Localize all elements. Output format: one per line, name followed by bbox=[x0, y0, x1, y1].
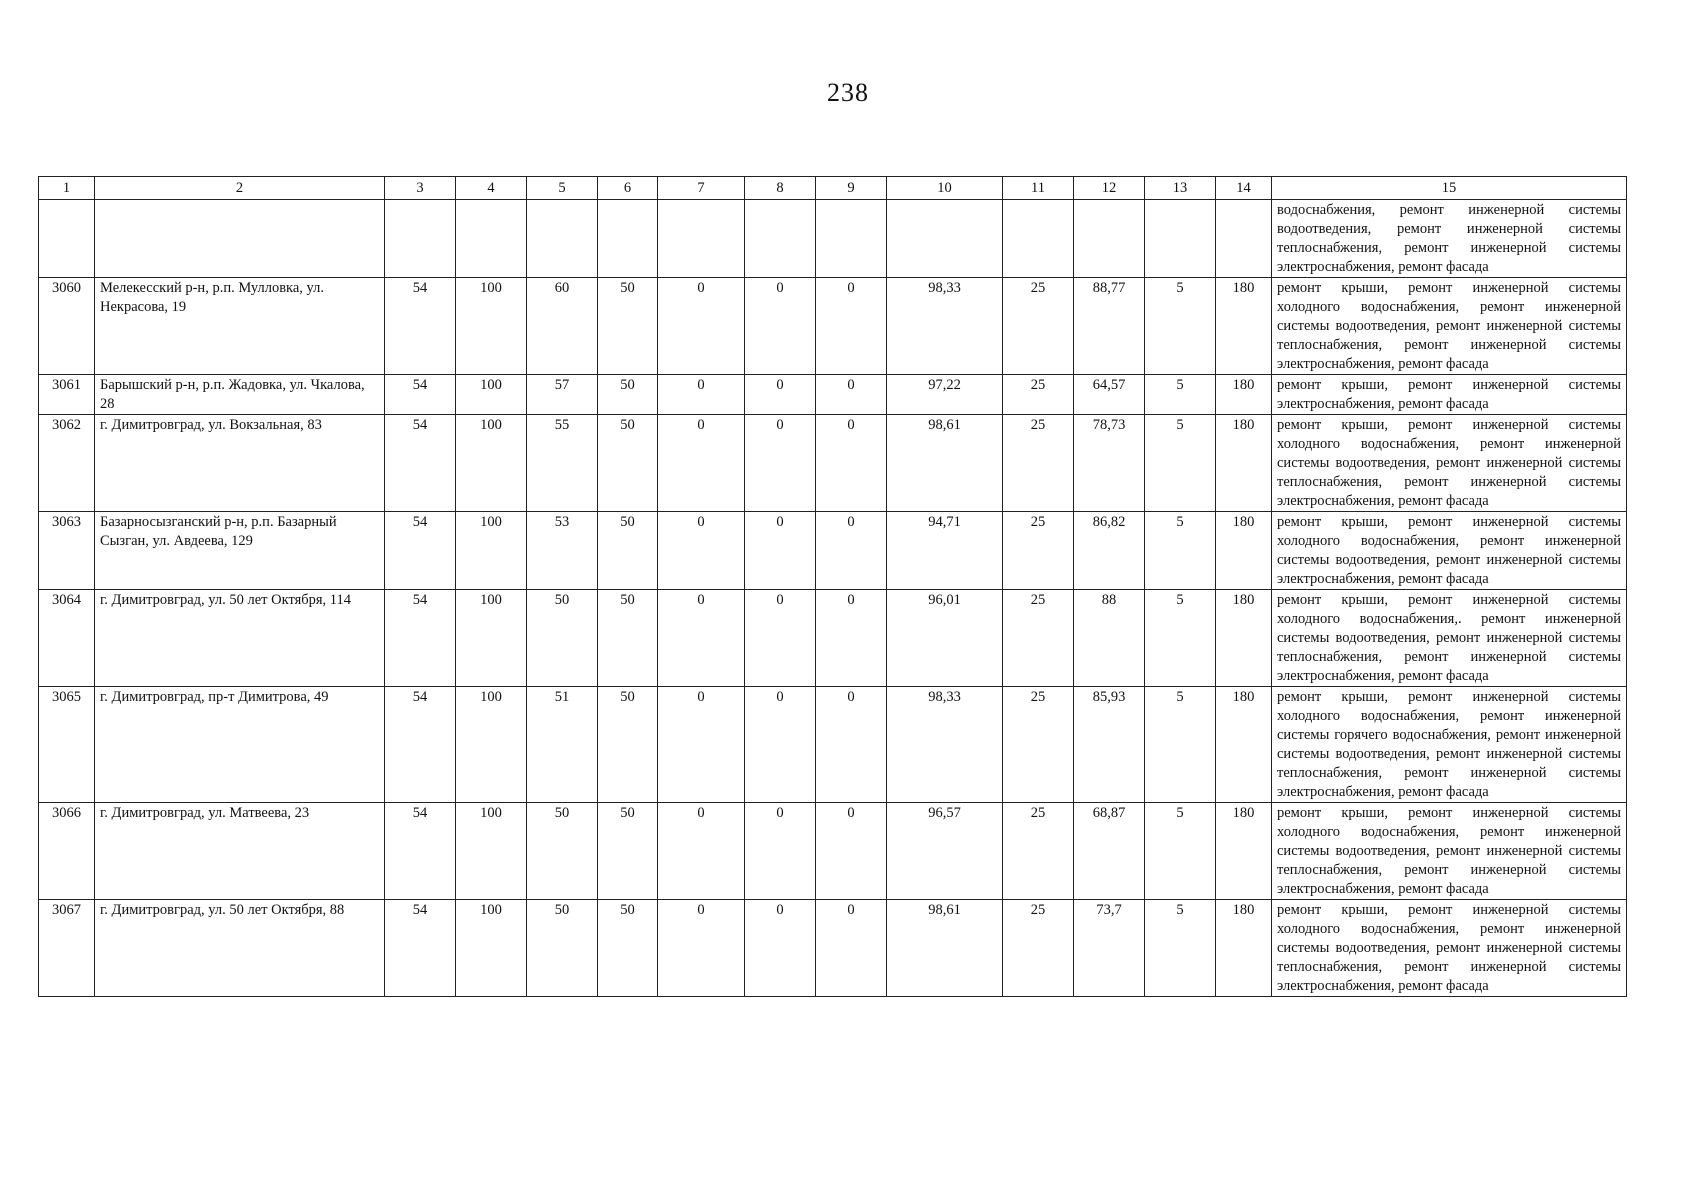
value-cell: 73,7 bbox=[1074, 900, 1145, 997]
address-cell: Базарносызганский р-н, р.п. Базарный Сызган, ул. Авдеева, 129 bbox=[95, 512, 385, 590]
value-cell: 53 bbox=[527, 512, 598, 590]
value-cell: 100 bbox=[456, 512, 527, 590]
table-row bbox=[39, 375, 1627, 415]
value-cell: 0 bbox=[658, 900, 745, 997]
value-cell: 180 bbox=[1216, 900, 1272, 997]
value-cell: 85,93 bbox=[1074, 687, 1145, 803]
value-cell: 0 bbox=[745, 803, 816, 900]
address-cell: г. Димитровград, ул. Вокзальная, 83 bbox=[95, 415, 385, 512]
value-cell: 0 bbox=[745, 900, 816, 997]
column-header: 9 bbox=[816, 177, 887, 200]
page-number: 238 bbox=[827, 78, 869, 107]
value-cell: 25 bbox=[1003, 415, 1074, 512]
value-cell: 98,61 bbox=[887, 900, 1003, 997]
value-cell: 100 bbox=[456, 278, 527, 375]
value-cell: 0 bbox=[658, 375, 745, 415]
value-cell: 96,57 bbox=[887, 803, 1003, 900]
value-cell: 57 bbox=[527, 375, 598, 415]
row-number-cell: 3067 bbox=[39, 900, 95, 997]
value-cell: 180 bbox=[1216, 803, 1272, 900]
value-cell: 86,82 bbox=[1074, 512, 1145, 590]
value-cell: 50 bbox=[598, 900, 658, 997]
table-row bbox=[39, 415, 1627, 512]
value-cell: 0 bbox=[816, 278, 887, 375]
value-cell: 98,33 bbox=[887, 278, 1003, 375]
value-cell: 180 bbox=[1216, 415, 1272, 512]
table-row bbox=[39, 803, 1627, 900]
value-cell: 0 bbox=[658, 415, 745, 512]
value-cell: 100 bbox=[456, 803, 527, 900]
column-header: 4 bbox=[456, 177, 527, 200]
works-cell: ремонт крыши, ремонт инженерной системы холодного водоснабжения,. ремонт инженерной системы водоотведения, ремонт инженерной системы теплоснабжения, ремонт инженерной системы электроснабжения, ремонт фасада bbox=[1272, 590, 1627, 687]
value-cell: 54 bbox=[385, 278, 456, 375]
works-cell: ремонт крыши, ремонт инженерной системы холодного водоснабжения, ремонт инженерной системы горячего водоснабжения, ремонт инженерной системы водоотведения, ремонт инженерной системы теплоснабжения, ремонт инженерной системы электроснабжения, ремонт фасада bbox=[1272, 687, 1627, 803]
value-cell: 97,22 bbox=[887, 375, 1003, 415]
value-cell: 54 bbox=[385, 415, 456, 512]
continuation-works-cell: водоснабжения, ремонт инженерной системы водоотведения, ремонт инженерной системы теплоснабжения, ремонт инженерной системы электроснабжения, ремонт фасада bbox=[1272, 200, 1627, 278]
value-cell: 50 bbox=[527, 900, 598, 997]
address-cell: г. Димитровград, пр-т Димитрова, 49 bbox=[95, 687, 385, 803]
value-cell: 25 bbox=[1003, 278, 1074, 375]
row-number-cell: 3063 bbox=[39, 512, 95, 590]
registry-table bbox=[38, 176, 1627, 997]
value-cell: 5 bbox=[1145, 900, 1216, 997]
row-number-cell: 3064 bbox=[39, 590, 95, 687]
value-cell: 54 bbox=[385, 590, 456, 687]
value-cell: 55 bbox=[527, 415, 598, 512]
address-cell: Барышский р-н, р.п. Жадовка, ул. Чкалова, 28 bbox=[95, 375, 385, 415]
value-cell: 50 bbox=[598, 415, 658, 512]
column-header: 10 bbox=[887, 177, 1003, 200]
value-cell: 0 bbox=[816, 512, 887, 590]
column-header: 6 bbox=[598, 177, 658, 200]
value-cell: 180 bbox=[1216, 590, 1272, 687]
value-cell: 5 bbox=[1145, 375, 1216, 415]
value-cell: 50 bbox=[527, 803, 598, 900]
works-cell: ремонт крыши, ремонт инженерной системы холодного водоснабжения, ремонт инженерной системы водоотведения, ремонт инженерной системы теплоснабжения, ремонт инженерной системы электроснабжения, ремонт фасада bbox=[1272, 803, 1627, 900]
value-cell: 180 bbox=[1216, 278, 1272, 375]
row-number-cell: 3066 bbox=[39, 803, 95, 900]
value-cell: 25 bbox=[1003, 687, 1074, 803]
value-cell: 78,73 bbox=[1074, 415, 1145, 512]
column-header: 1 bbox=[39, 177, 95, 200]
column-header: 5 bbox=[527, 177, 598, 200]
address-cell: Мелекесский р-н, р.п. Мулловка, ул. Некрасова, 19 bbox=[95, 278, 385, 375]
value-cell: 180 bbox=[1216, 687, 1272, 803]
value-cell: 180 bbox=[1216, 375, 1272, 415]
value-cell: 54 bbox=[385, 900, 456, 997]
value-cell: 5 bbox=[1145, 590, 1216, 687]
works-cell: ремонт крыши, ремонт инженерной системы электроснабжения, ремонт фасада bbox=[1272, 375, 1627, 415]
column-header: 13 bbox=[1145, 177, 1216, 200]
value-cell: 0 bbox=[745, 590, 816, 687]
row-number-cell: 3060 bbox=[39, 278, 95, 375]
value-cell: 96,01 bbox=[887, 590, 1003, 687]
column-header: 11 bbox=[1003, 177, 1074, 200]
value-cell: 0 bbox=[816, 415, 887, 512]
value-cell: 5 bbox=[1145, 687, 1216, 803]
works-cell: ремонт крыши, ремонт инженерной системы холодного водоснабжения, ремонт инженерной системы водоотведения, ремонт инженерной системы теплоснабжения, ремонт инженерной системы электроснабжения, ремонт фасада bbox=[1272, 900, 1627, 997]
value-cell: 0 bbox=[745, 375, 816, 415]
value-cell: 25 bbox=[1003, 803, 1074, 900]
value-cell: 0 bbox=[658, 512, 745, 590]
value-cell: 50 bbox=[598, 512, 658, 590]
works-cell: ремонт крыши, ремонт инженерной системы холодного водоснабжения, ремонт инженерной системы водоотведения, ремонт инженерной системы теплоснабжения, ремонт инженерной системы электроснабжения, ремонт фасада bbox=[1272, 415, 1627, 512]
value-cell: 0 bbox=[816, 803, 887, 900]
table-row bbox=[39, 278, 1627, 375]
value-cell: 0 bbox=[816, 687, 887, 803]
value-cell: 0 bbox=[658, 803, 745, 900]
row-number-cell: 3065 bbox=[39, 687, 95, 803]
value-cell: 64,57 bbox=[1074, 375, 1145, 415]
address-cell: г. Димитровград, ул. 50 лет Октября, 88 bbox=[95, 900, 385, 997]
value-cell: 0 bbox=[745, 278, 816, 375]
value-cell: 50 bbox=[598, 278, 658, 375]
value-cell: 0 bbox=[816, 375, 887, 415]
value-cell: 50 bbox=[598, 375, 658, 415]
value-cell: 0 bbox=[745, 512, 816, 590]
value-cell: 180 bbox=[1216, 512, 1272, 590]
value-cell: 0 bbox=[745, 687, 816, 803]
column-header: 3 bbox=[385, 177, 456, 200]
value-cell: 100 bbox=[456, 590, 527, 687]
value-cell: 0 bbox=[816, 900, 887, 997]
value-cell: 54 bbox=[385, 512, 456, 590]
value-cell: 50 bbox=[598, 687, 658, 803]
continuation-row bbox=[39, 200, 1627, 278]
table-row bbox=[39, 512, 1627, 590]
column-header: 7 bbox=[658, 177, 745, 200]
row-number-cell: 3061 bbox=[39, 375, 95, 415]
value-cell: 54 bbox=[385, 803, 456, 900]
value-cell: 100 bbox=[456, 687, 527, 803]
value-cell: 100 bbox=[456, 375, 527, 415]
value-cell: 25 bbox=[1003, 590, 1074, 687]
value-cell: 5 bbox=[1145, 415, 1216, 512]
address-cell: г. Димитровград, ул. 50 лет Октября, 114 bbox=[95, 590, 385, 687]
value-cell: 0 bbox=[658, 590, 745, 687]
address-cell: г. Димитровград, ул. Матвеева, 23 bbox=[95, 803, 385, 900]
value-cell: 98,33 bbox=[887, 687, 1003, 803]
value-cell: 0 bbox=[658, 687, 745, 803]
table-row bbox=[39, 687, 1627, 803]
value-cell: 0 bbox=[816, 590, 887, 687]
value-cell: 88,77 bbox=[1074, 278, 1145, 375]
column-header: 2 bbox=[95, 177, 385, 200]
value-cell: 68,87 bbox=[1074, 803, 1145, 900]
value-cell: 50 bbox=[598, 803, 658, 900]
value-cell: 0 bbox=[658, 278, 745, 375]
column-header: 8 bbox=[745, 177, 816, 200]
value-cell: 98,61 bbox=[887, 415, 1003, 512]
table-row bbox=[39, 590, 1627, 687]
value-cell: 54 bbox=[385, 687, 456, 803]
table-row bbox=[39, 900, 1627, 997]
works-cell: ремонт крыши, ремонт инженерной системы холодного водоснабжения, ремонт инженерной системы водоотведения, ремонт инженерной системы электроснабжения, ремонт фасада bbox=[1272, 512, 1627, 590]
column-header: 14 bbox=[1216, 177, 1272, 200]
value-cell: 25 bbox=[1003, 900, 1074, 997]
value-cell: 100 bbox=[456, 415, 527, 512]
value-cell: 0 bbox=[745, 415, 816, 512]
value-cell: 50 bbox=[598, 590, 658, 687]
column-header: 12 bbox=[1074, 177, 1145, 200]
value-cell: 88 bbox=[1074, 590, 1145, 687]
value-cell: 54 bbox=[385, 375, 456, 415]
value-cell: 94,71 bbox=[887, 512, 1003, 590]
value-cell: 5 bbox=[1145, 803, 1216, 900]
value-cell: 25 bbox=[1003, 375, 1074, 415]
value-cell: 5 bbox=[1145, 512, 1216, 590]
header-row bbox=[39, 177, 1627, 200]
works-cell: ремонт крыши, ремонт инженерной системы холодного водоснабжения, ремонт инженерной системы водоотведения, ремонт инженерной системы теплоснабжения, ремонт инженерной системы электроснабжения, ремонт фасада bbox=[1272, 278, 1627, 375]
column-header: 15 bbox=[1272, 177, 1627, 200]
value-cell: 51 bbox=[527, 687, 598, 803]
value-cell: 5 bbox=[1145, 278, 1216, 375]
value-cell: 100 bbox=[456, 900, 527, 997]
value-cell: 60 bbox=[527, 278, 598, 375]
row-number-cell: 3062 bbox=[39, 415, 95, 512]
value-cell: 50 bbox=[527, 590, 598, 687]
value-cell: 25 bbox=[1003, 512, 1074, 590]
